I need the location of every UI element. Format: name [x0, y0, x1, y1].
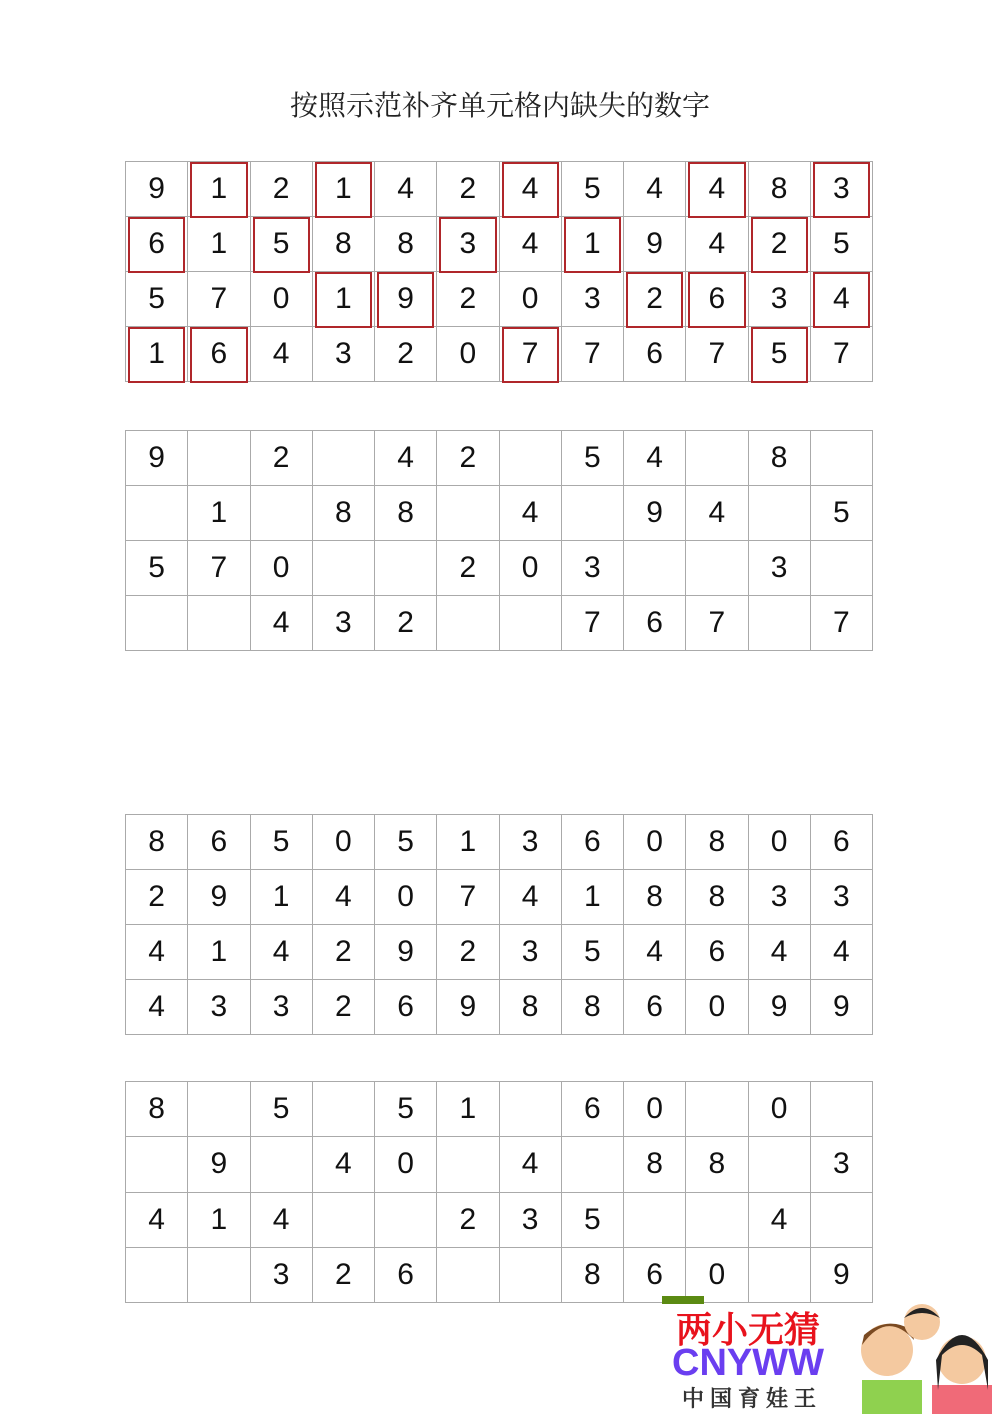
blank-cell	[313, 1193, 375, 1248]
number-cell: 8	[313, 217, 375, 272]
blank-cell	[811, 541, 873, 596]
blank-cell	[500, 596, 562, 651]
number-cell: 4	[251, 1193, 313, 1248]
number-cell: 5	[251, 815, 313, 870]
number-cell: 7	[811, 327, 873, 382]
number-cell: 5	[562, 925, 624, 980]
number-cell: 3	[251, 1248, 313, 1303]
number-cell: 8	[562, 1248, 624, 1303]
number-cell: 2	[375, 596, 437, 651]
number-cell: 3	[811, 870, 873, 925]
number-cell: 9	[437, 980, 499, 1035]
number-cell: 2	[375, 327, 437, 382]
number-cell: 5	[811, 486, 873, 541]
number-cell: 3	[500, 925, 562, 980]
blank-cell	[437, 1248, 499, 1303]
number-cell: 3	[313, 596, 375, 651]
number-cell: 4	[624, 162, 686, 217]
number-cell: 6	[624, 980, 686, 1035]
number-cell: 7	[188, 272, 250, 327]
number-cell: 4	[126, 1193, 188, 1248]
blank-cell	[686, 1082, 748, 1137]
blank-cell	[562, 1137, 624, 1192]
blank-cell	[686, 1193, 748, 1248]
number-cell: 6	[686, 272, 748, 327]
number-cell: 3	[562, 541, 624, 596]
number-cell: 3	[251, 980, 313, 1035]
number-cell: 7	[500, 327, 562, 382]
blank-cell	[500, 1248, 562, 1303]
number-cell: 4	[375, 431, 437, 486]
number-cell: 4	[811, 925, 873, 980]
number-cell: 0	[686, 980, 748, 1035]
number-cell: 4	[251, 327, 313, 382]
blank-cell	[500, 431, 562, 486]
number-cell: 8	[749, 431, 811, 486]
number-cell: 4	[811, 272, 873, 327]
number-cell: 2	[313, 925, 375, 980]
number-cell: 0	[375, 870, 437, 925]
number-cell: 6	[126, 217, 188, 272]
number-cell: 8	[126, 815, 188, 870]
blank-cell	[749, 1248, 811, 1303]
number-cell: 2	[313, 980, 375, 1035]
number-cell: 6	[562, 1082, 624, 1137]
number-cell: 4	[749, 925, 811, 980]
logo-line-1: 两小无猜	[676, 1310, 821, 1351]
number-cell: 9	[188, 870, 250, 925]
number-cell: 9	[188, 1137, 250, 1192]
number-cell: 9	[749, 980, 811, 1035]
blank-cell	[562, 486, 624, 541]
number-cell: 2	[313, 1248, 375, 1303]
exercise-grid-2	[125, 1081, 873, 1303]
blank-cell	[375, 541, 437, 596]
blank-cell	[188, 1082, 250, 1137]
number-cell: 3	[749, 272, 811, 327]
number-cell: 4	[749, 1193, 811, 1248]
number-cell: 7	[562, 327, 624, 382]
number-cell: 7	[188, 541, 250, 596]
number-cell: 0	[251, 272, 313, 327]
number-cell: 3	[500, 815, 562, 870]
number-cell: 0	[749, 1082, 811, 1137]
number-cell: 3	[313, 327, 375, 382]
number-cell: 9	[375, 925, 437, 980]
blank-cell	[811, 1082, 873, 1137]
blank-cell	[126, 1248, 188, 1303]
number-cell: 0	[375, 1137, 437, 1192]
blank-cell	[500, 1082, 562, 1137]
number-cell: 4	[126, 980, 188, 1035]
number-cell: 5	[562, 431, 624, 486]
number-cell: 5	[749, 327, 811, 382]
blank-cell	[624, 1193, 686, 1248]
number-cell: 1	[437, 815, 499, 870]
number-cell: 1	[188, 1193, 250, 1248]
number-cell: 6	[811, 815, 873, 870]
number-cell: 3	[188, 980, 250, 1035]
blank-cell	[126, 1137, 188, 1192]
blank-cell	[749, 596, 811, 651]
number-cell: 5	[811, 217, 873, 272]
number-cell: 4	[126, 925, 188, 980]
logo-line-2: CNYWW	[672, 1342, 824, 1384]
number-cell: 5	[126, 541, 188, 596]
number-cell: 8	[749, 162, 811, 217]
number-cell: 4	[500, 870, 562, 925]
number-cell: 1	[126, 327, 188, 382]
number-cell: 4	[624, 431, 686, 486]
blank-cell	[313, 1082, 375, 1137]
number-cell: 4	[251, 925, 313, 980]
blank-cell	[375, 1193, 437, 1248]
number-cell: 4	[500, 217, 562, 272]
number-cell: 9	[811, 1248, 873, 1303]
number-cell: 9	[375, 272, 437, 327]
number-cell: 1	[313, 162, 375, 217]
blank-cell	[811, 1193, 873, 1248]
blank-cell	[749, 486, 811, 541]
number-cell: 8	[500, 980, 562, 1035]
number-cell: 2	[437, 541, 499, 596]
number-cell: 4	[686, 486, 748, 541]
blank-cell	[126, 596, 188, 651]
number-cell: 0	[686, 1248, 748, 1303]
number-cell: 4	[500, 162, 562, 217]
number-cell: 6	[188, 815, 250, 870]
blank-cell	[188, 596, 250, 651]
number-cell: 9	[624, 217, 686, 272]
number-cell: 3	[562, 272, 624, 327]
logo-line-3: 中国育娃王	[682, 1387, 823, 1412]
number-cell: 2	[251, 431, 313, 486]
number-cell: 0	[437, 327, 499, 382]
number-cell: 7	[811, 596, 873, 651]
number-cell: 8	[313, 486, 375, 541]
number-cell: 3	[749, 870, 811, 925]
blank-cell	[437, 486, 499, 541]
worksheet-title: 按照示范补齐单元格内缺失的数字	[289, 89, 710, 122]
number-cell: 7	[437, 870, 499, 925]
number-cell: 8	[562, 980, 624, 1035]
number-cell: 6	[624, 1248, 686, 1303]
number-cell: 0	[500, 272, 562, 327]
number-cell: 1	[313, 272, 375, 327]
number-cell: 0	[624, 815, 686, 870]
number-cell: 6	[188, 327, 250, 382]
number-cell: 4	[251, 596, 313, 651]
blank-cell	[686, 431, 748, 486]
number-cell: 6	[624, 596, 686, 651]
number-cell: 7	[562, 596, 624, 651]
blank-cell	[188, 431, 250, 486]
number-cell: 1	[188, 217, 250, 272]
example-grid	[125, 161, 873, 382]
reference-grid-2	[125, 814, 873, 1035]
number-cell: 9	[811, 980, 873, 1035]
number-cell: 5	[375, 1082, 437, 1137]
blank-cell	[313, 541, 375, 596]
number-cell: 1	[188, 486, 250, 541]
number-cell: 5	[375, 815, 437, 870]
number-cell: 1	[562, 870, 624, 925]
blank-cell	[686, 541, 748, 596]
blank-cell	[188, 1248, 250, 1303]
number-cell: 0	[624, 1082, 686, 1137]
number-cell: 6	[562, 815, 624, 870]
number-cell: 8	[686, 1137, 748, 1192]
family-cartoon-icon	[852, 1300, 1000, 1414]
number-cell: 9	[126, 162, 188, 217]
number-cell: 4	[500, 1137, 562, 1192]
number-cell: 2	[437, 272, 499, 327]
number-cell: 5	[562, 1193, 624, 1248]
number-cell: 5	[251, 1082, 313, 1137]
number-cell: 4	[624, 925, 686, 980]
number-cell: 3	[749, 541, 811, 596]
number-cell: 2	[624, 272, 686, 327]
number-cell: 7	[686, 596, 748, 651]
number-cell: 4	[686, 162, 748, 217]
exercise-grid-1	[125, 430, 873, 651]
number-cell: 1	[437, 1082, 499, 1137]
brand-logo	[662, 1296, 1000, 1414]
number-cell: 8	[624, 870, 686, 925]
blank-cell	[126, 486, 188, 541]
number-cell: 9	[624, 486, 686, 541]
number-cell: 1	[188, 162, 250, 217]
blank-cell	[437, 1137, 499, 1192]
number-cell: 5	[251, 217, 313, 272]
number-cell: 2	[437, 162, 499, 217]
number-cell: 2	[437, 431, 499, 486]
number-cell: 3	[500, 1193, 562, 1248]
number-cell: 6	[624, 327, 686, 382]
number-cell: 8	[686, 870, 748, 925]
blank-cell	[313, 431, 375, 486]
number-cell: 3	[437, 217, 499, 272]
blank-cell	[251, 486, 313, 541]
number-cell: 4	[500, 486, 562, 541]
number-cell: 8	[126, 1082, 188, 1137]
number-cell: 4	[375, 162, 437, 217]
number-cell: 6	[375, 980, 437, 1035]
number-cell: 1	[562, 217, 624, 272]
number-cell: 5	[562, 162, 624, 217]
blank-cell	[749, 1137, 811, 1192]
number-cell: 2	[749, 217, 811, 272]
number-cell: 0	[251, 541, 313, 596]
number-cell: 2	[126, 870, 188, 925]
blank-cell	[811, 431, 873, 486]
number-cell: 2	[437, 1193, 499, 1248]
number-cell: 0	[500, 541, 562, 596]
number-cell: 2	[437, 925, 499, 980]
number-cell: 7	[686, 327, 748, 382]
blank-cell	[437, 596, 499, 651]
blank-cell	[624, 541, 686, 596]
number-cell: 4	[313, 1137, 375, 1192]
number-cell: 4	[686, 217, 748, 272]
number-cell: 2	[251, 162, 313, 217]
number-cell: 0	[313, 815, 375, 870]
number-cell: 6	[686, 925, 748, 980]
number-cell: 8	[624, 1137, 686, 1192]
number-cell: 0	[749, 815, 811, 870]
number-cell: 3	[811, 1137, 873, 1192]
number-cell: 4	[313, 870, 375, 925]
number-cell: 3	[811, 162, 873, 217]
number-cell: 8	[375, 217, 437, 272]
number-cell: 1	[188, 925, 250, 980]
number-cell: 9	[126, 431, 188, 486]
number-cell: 6	[375, 1248, 437, 1303]
number-cell: 1	[251, 870, 313, 925]
number-cell: 8	[686, 815, 748, 870]
number-cell: 8	[375, 486, 437, 541]
number-cell: 5	[126, 272, 188, 327]
blank-cell	[251, 1137, 313, 1192]
